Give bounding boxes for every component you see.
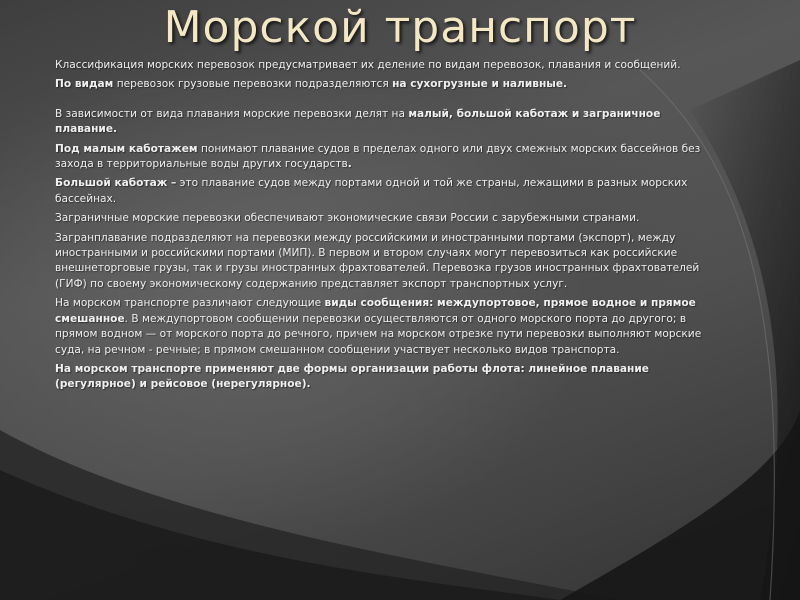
- paragraph-by-types: [55, 77, 720, 92]
- paragraph-communication-types: [55, 296, 720, 358]
- slide-title: Морской транспорт: [163, 2, 637, 53]
- bold-text-run: По видам: [55, 78, 114, 91]
- paragraph-foreign-navigation: Загранплавание подразделяют на перевозки между российскими и иностранными портами (экспорт), между иностранными и российскими портами (МИП). В первом и втором случаях могут перевозиться как российские внешнеторговые грузы, так и грузы иностранных фрахтователей. Перевозка грузов иностранных фрахтователей (ГИФ) по своему экономическому содержанию представляет экспорт транспортных услуг.: [55, 231, 700, 290]
- paragraph-classification: Классификация морских перевозок предусматривает их деление по видам перевозок, плавания и сообщений.: [55, 59, 681, 71]
- bold-text-run: .: [347, 158, 352, 171]
- paragraph-fleet-organization: [55, 362, 720, 393]
- paragraph-small-cabotage: [55, 142, 720, 173]
- paragraph-foreign-transport: Заграничные морские перевозки обеспечивают экономические связи России с зарубежными странами.: [55, 212, 640, 225]
- paragraph-large-cabotage: [55, 176, 720, 207]
- text-run: это плавание судов между портами одной и той же страны, лежащими в разных морских бассейнах.: [55, 177, 688, 205]
- bold-text-run: виды сообщения: междупортовое, прямое водное и прямое смешанное: [55, 297, 696, 325]
- fleet-organization-text: На морском транспорте применяют две формы организации работы флота: линейное плавание (регулярное) и рейсовое (нерегулярное).: [55, 362, 649, 391]
- text-run: перевозок грузовые перевозки подразделяются: [113, 78, 393, 91]
- bold-text-run: Под малым каботажем: [55, 142, 198, 155]
- text-run: На морском транспорте различают следующие: [55, 297, 325, 310]
- text-run: В зависимости от вида плавания морские перевозки делят на: [55, 107, 409, 120]
- text-run: понимают плавание судов в пределах одного или двух смежных морских бассейнов без захода в территориальные воды других государств: [55, 142, 701, 171]
- bold-text-run: на сухогрузные и наливные.: [392, 78, 568, 91]
- slide-body: [55, 58, 720, 397]
- paragraph-navigation-types: [55, 107, 720, 138]
- bold-text-run: Большой каботаж –: [55, 177, 177, 190]
- text-run: . В междупортовом сообщении перевозки осуществляются от одного морского порта до другого; в прямом водном — от морского порта до речного, причем на морском отрезке пути перевозки выполняют морские суда, на речном - речные; в прямом смешанном сообщении участвует несколько видов транспорта.: [55, 312, 702, 356]
- bold-text-run: малый, большой каботаж и заграничное плавание.: [55, 107, 661, 136]
